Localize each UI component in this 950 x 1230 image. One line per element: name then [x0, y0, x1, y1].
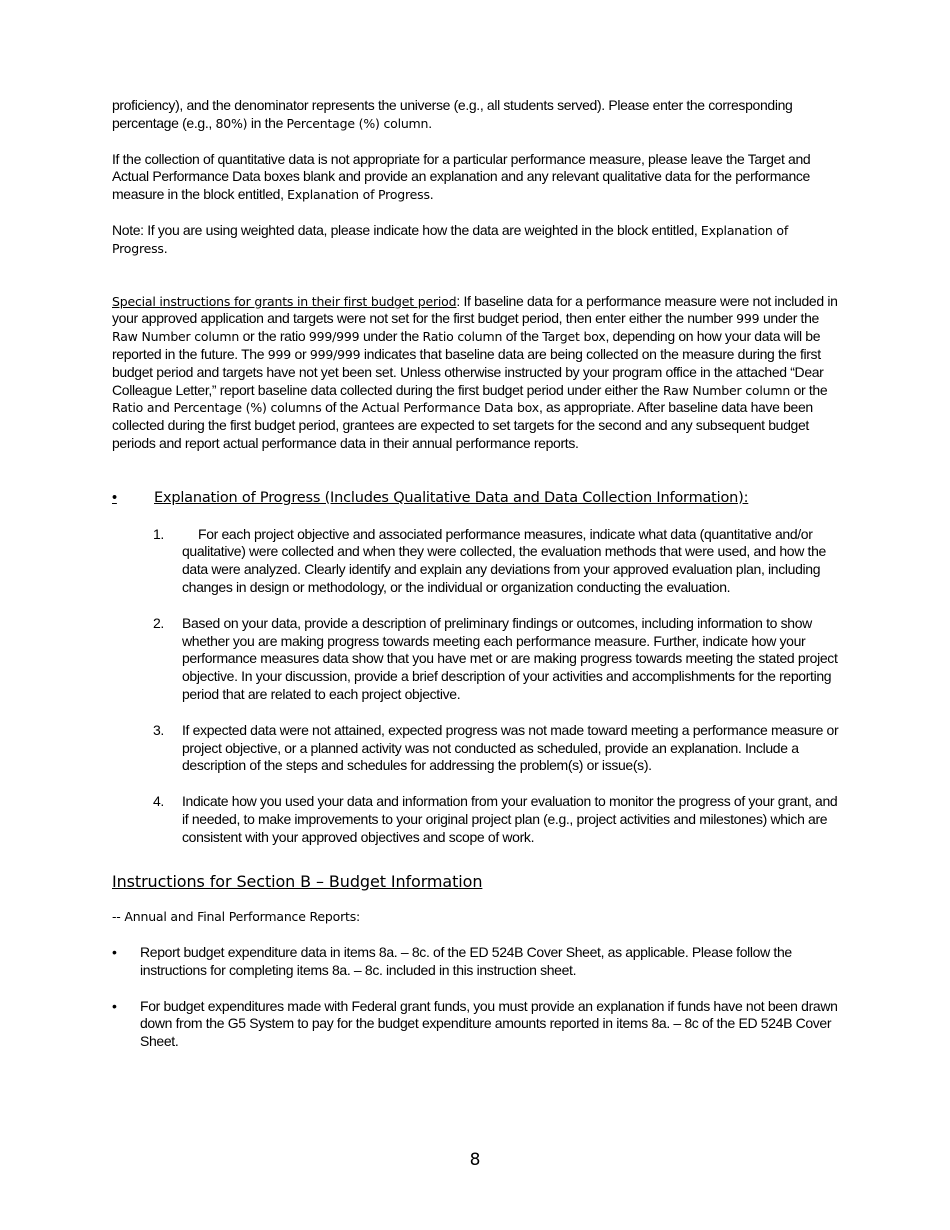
- explanation-heading-row: [112, 490, 840, 508]
- special-instructions-heading: Special instructions for grants in their first budget period: [112, 293, 457, 309]
- list-item: [112, 944, 840, 980]
- list-item: [112, 998, 840, 1051]
- section-b-heading: Instructions for Section B – Budget Information: [112, 871, 483, 891]
- list-item-text: Based on your data, provide a description of preliminary findings or outcomes, including information to show whether you are making progress towards meeting each performance measure. Further, indicate how your performance measures data show that you have met or are making progress towards meeting the stated project objective. In your discussion, provide a brief description of your activities and accomplishments for the reporting period that are related to each project objective.: [182, 614, 838, 702]
- list-item-text: Report budget expenditure data in items 8a. – 8c. of the ED 524B Cover Sheet, as applicable. Please follow the instructions for completing items 8a. – 8c. included in this instruction sheet.: [140, 944, 792, 978]
- paragraph-qualitative: If the collection of quantitative data is not appropriate for a particular performance measure, please leave the Target and Actual Performance Data boxes blank and provide an explanation and any relevant qualitative data for the performance measure in the block entitled, Explanation of Progress.: [112, 150, 811, 203]
- bullet-icon: •: [112, 944, 117, 961]
- explanation-list: [153, 526, 840, 847]
- bullet-icon: •: [112, 489, 117, 506]
- list-item: [153, 526, 840, 597]
- document-page: [112, 97, 840, 1069]
- paragraph-percentage: proficiency), and the denominator represents the universe (e.g., all students served). Please enter the corresponding percentage (e.g., 80%) in the Percentage (%) column.: [112, 97, 793, 131]
- code-text: Percentage (%) column: [286, 115, 429, 131]
- list-item-text: For budget expenditures made with Federal grant funds, you must provide an explanation if funds have not been drawn down from the G5 System to pay for the budget expenditure amounts reported in items 8a. – 8c of the ED 524B Cover Sheet.: [140, 997, 838, 1050]
- list-item-text: Indicate how you used your data and information from your evaluation to monitor the progress of your grant, and if needed, to make improvements to your original project plan (e.g., project activities and milestones) which are consistent with your approved objectives and scope of work.: [182, 793, 838, 845]
- section-b-subheading: -- Annual and Final Performance Reports:: [112, 909, 361, 925]
- list-item: [153, 722, 840, 775]
- paragraph-note: Note: If you are using weighted data, please indicate how the data are weighted in the block entitled, Explanation of Progress.: [112, 221, 789, 256]
- code-text: Explanation of Progress: [287, 187, 430, 203]
- list-item-number: 4.: [153, 793, 164, 810]
- list-item-number: 2.: [153, 614, 164, 631]
- page-number: 8: [469, 1150, 481, 1170]
- bullet-icon: •: [112, 997, 117, 1014]
- list-item: [153, 793, 840, 846]
- list-item: [153, 615, 840, 704]
- code-text: 80%): [215, 115, 248, 131]
- list-item-text: For each project objective and associated performance measures, indicate what data (quantitative and/or qualitative) were collected and when they were collected, the evaluation methods that were used, and how the data were analyzed. Clearly identify and explain any deviations from your approved evaluation plan, including changes in design or methodology, or the individual or organization conducting the evaluation.: [182, 525, 826, 595]
- section-b-bullets: [112, 944, 840, 1051]
- list-item-number: 3.: [153, 721, 164, 738]
- list-item-text: If expected data were not attained, expected progress was not made toward meeting a performance measure or project objective, or a planned activity was not conducted as scheduled, provide an explanation. Include a description of the steps and schedules for addressing the problem(s) or issue(s).: [182, 721, 839, 774]
- explanation-heading: Explanation of Progress (Includes Qualitative Data and Data Collection Information):: [154, 489, 749, 506]
- code-text: Explanation of Progress: [112, 222, 789, 256]
- paragraph-special-instructions: Special instructions for grants in their first budget period: If baseline data for a performance measure were not included in your approved application and targets were not set for the first budget period, then enter either the number 999 under the Raw Number column or the ratio 999/999 under the Ratio column of the Target box, depending on how your data will be reported in the future. The 999 or 999/999 indicates that baseline data are being collected on the measure during the first budget period and targets have not yet been set. Unless otherwise instructed by your program office in the attached “Dear Colleague Letter,” report baseline data collected during the first budget period under either the Raw Number column or the Ratio and Percentage (%) columns of the Actual Performance Data box, as appropriate. After baseline data have been collected during the first budget period, grantees are expected to set targets for the second and any subsequent budget periods and report actual performance data in their annual performance reports.: [112, 292, 838, 451]
- list-item-number: 1.: [153, 525, 164, 542]
